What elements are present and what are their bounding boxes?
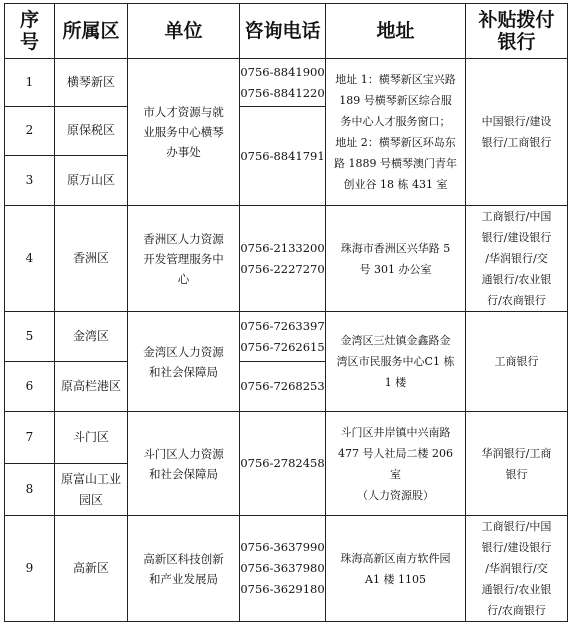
bank-cell <box>466 516 568 622</box>
unit-cell-line: 心 <box>177 271 190 286</box>
bank-cell-line: 华润银行/工商 <box>481 446 552 460</box>
address-cell-line: 创业谷 18 栋 431 室 <box>343 178 448 191</box>
row-district <box>55 464 128 516</box>
unit-cell-line: 香洲区人力资源 <box>143 231 224 246</box>
phone-cell-line: 0756-2133200 <box>240 240 325 255</box>
address-cell-line: 地址 2：横琴新区环岛东 <box>335 136 456 149</box>
bank-cell-line: 行/农商银行 <box>487 294 546 307</box>
address-cell-line: 湾区市民服务中心C1 栋 <box>336 355 455 368</box>
unit-cell-line: 市人才资源与就 <box>143 105 224 119</box>
phone-group-top <box>240 59 325 107</box>
unit-cell <box>128 312 240 412</box>
row-seq: 6 <box>5 362 55 412</box>
address-cell <box>326 412 466 516</box>
bank-cell-line: 银行/建设银行 <box>481 541 552 554</box>
row-seq: 5 <box>5 312 55 362</box>
row-district: 横琴新区 <box>55 59 128 107</box>
table-row <box>5 516 568 622</box>
address-cell-line: 189 号横琴新区综合服 <box>339 94 452 107</box>
header-phone: 咨询电话 <box>240 4 326 59</box>
bank-cell-line: 银行/工商银行 <box>481 136 552 149</box>
row-district: 香洲区 <box>55 206 128 312</box>
row-district: 金湾区 <box>55 312 128 362</box>
address-cell-line: 珠海高新区南方软件园 <box>340 551 451 565</box>
unit-cell-line: 开发管理服务中 <box>143 251 224 266</box>
unit-cell-line: 和社会保障局 <box>149 364 218 379</box>
address-cell <box>326 312 466 412</box>
address-cell-line: A1 楼 1105 <box>365 572 426 586</box>
header-banks <box>466 4 568 59</box>
address-cell-line: 路 1889 号横琴澳门青年 <box>334 157 457 170</box>
phone-cell-line: 0756-3637980 <box>240 561 325 575</box>
address-cell-line: 号 301 办公室 <box>359 262 432 276</box>
address-cell-line: 1 楼 <box>384 376 407 389</box>
unit-cell <box>128 412 240 516</box>
phone-group-top-line: 0756-8841900 <box>240 64 325 79</box>
address-cell-line: 珠海市香洲区兴华路 5 <box>340 241 451 255</box>
row-seq: 8 <box>5 464 55 516</box>
bank-cell-line: 工商银行/中国 <box>481 210 552 223</box>
phone-cell <box>240 206 326 312</box>
header-seq-line-1: 序 <box>19 9 39 31</box>
phone-cell-line: 0756-3629180 <box>240 582 325 596</box>
phone-cell <box>240 312 326 412</box>
address-cell-line: 金湾区三灶镇金鑫路金 <box>340 334 451 347</box>
bank-cell-line: 中国银行/建设 <box>481 115 552 128</box>
phone-cell <box>240 59 326 206</box>
unit-cell-line: 和产业发展局 <box>149 571 218 586</box>
unit-cell <box>128 516 240 622</box>
bank-cell <box>466 59 568 206</box>
phone-cell-line: 0756-2227270 <box>240 261 325 276</box>
header-district: 所属区 <box>55 4 128 59</box>
row-district: 斗门区 <box>55 412 128 464</box>
address-cell <box>326 59 466 206</box>
bank-cell-line: 银行/建设银行 <box>481 231 552 244</box>
row-seq: 1 <box>5 59 55 107</box>
header-banks-line-1: 补贴拨付 <box>478 9 555 31</box>
bank-cell-line: 银行 <box>505 467 528 481</box>
unit-cell-line: 业服务中心横琴 <box>143 125 224 139</box>
header-banks-line-2: 银行 <box>497 31 536 53</box>
address-cell-line: 务中心人才服务窗口； <box>340 115 451 128</box>
address-cell-line: 地址 1：横琴新区宝兴路 <box>335 73 456 86</box>
table-row <box>5 206 568 312</box>
row-district: 原万山区 <box>55 155 128 205</box>
address-cell-line: 斗门区井岸镇中兴南路 <box>340 425 451 439</box>
row-district: 原保税区 <box>55 107 128 155</box>
bank-cell <box>466 206 568 312</box>
phone-group-bottom <box>240 107 325 205</box>
phone-group-top-line: 0756-7262615 <box>240 339 325 354</box>
unit-cell-line: 和社会保障局 <box>149 466 218 481</box>
bank-cell-line: 通银行/农业银 <box>481 583 552 596</box>
table-row <box>5 59 568 107</box>
row-seq: 3 <box>5 155 55 205</box>
address-cell-line: 477 号人社局二楼 206 室 <box>338 446 453 481</box>
header-seq <box>5 4 55 59</box>
unit-cell <box>128 59 240 206</box>
unit-cell-line: 金湾区人力资源 <box>143 344 224 359</box>
bank-cell-line: 工商银行/中国 <box>481 520 552 533</box>
phone-group-bottom-line: 0756-8841791 <box>240 148 325 163</box>
bank-cell-line: /华润银行/交 <box>485 562 548 575</box>
table-row <box>5 312 568 362</box>
header-address: 地址 <box>326 4 466 59</box>
header-seq-line-2: 号 <box>19 31 39 53</box>
bank-cell <box>466 312 568 412</box>
row-seq: 4 <box>5 206 55 312</box>
unit-cell-line: 高新区科技创新 <box>143 551 224 566</box>
row-seq: 9 <box>5 516 55 622</box>
address-cell <box>326 206 466 312</box>
phone-cell <box>240 412 326 516</box>
row-district-line-1: 原富山工业 <box>60 471 121 486</box>
phone-group-bottom <box>240 362 325 411</box>
address-cell <box>326 516 466 622</box>
unit-cell-line: 斗门区人力资源 <box>143 446 224 461</box>
row-district-line-2: 园区 <box>78 492 103 507</box>
subsidy-contact-table <box>4 3 568 622</box>
phone-group-bottom-line: 0756-7268253 <box>240 379 325 393</box>
phone-group-top <box>240 312 325 362</box>
address-cell-line: （人力资源股） <box>357 488 434 502</box>
unit-cell <box>128 206 240 312</box>
row-seq: 7 <box>5 412 55 464</box>
bank-cell-line: 通银行/农业银 <box>481 273 552 286</box>
row-district: 高新区 <box>55 516 128 622</box>
bank-cell-line: /华润银行/交 <box>485 252 548 265</box>
bank-cell-line: 工商银行 <box>494 355 539 368</box>
header-row <box>5 4 568 59</box>
row-seq: 2 <box>5 107 55 155</box>
phone-group-top-line: 0756-7263397 <box>240 318 325 333</box>
subsidy-contact-table-container <box>4 3 568 622</box>
phone-group-top-line: 0756-8841220 <box>240 85 325 100</box>
bank-cell-line: 行/农商银行 <box>487 604 546 617</box>
table-row <box>5 412 568 464</box>
bank-cell <box>466 412 568 516</box>
phone-cell-line: 0756-2782458 <box>240 456 325 470</box>
header-unit: 单位 <box>128 4 240 59</box>
row-district: 原高栏港区 <box>55 362 128 412</box>
phone-cell <box>240 516 326 622</box>
unit-cell-line: 办事处 <box>166 145 201 159</box>
phone-cell-line: 0756-3637990 <box>240 540 325 554</box>
